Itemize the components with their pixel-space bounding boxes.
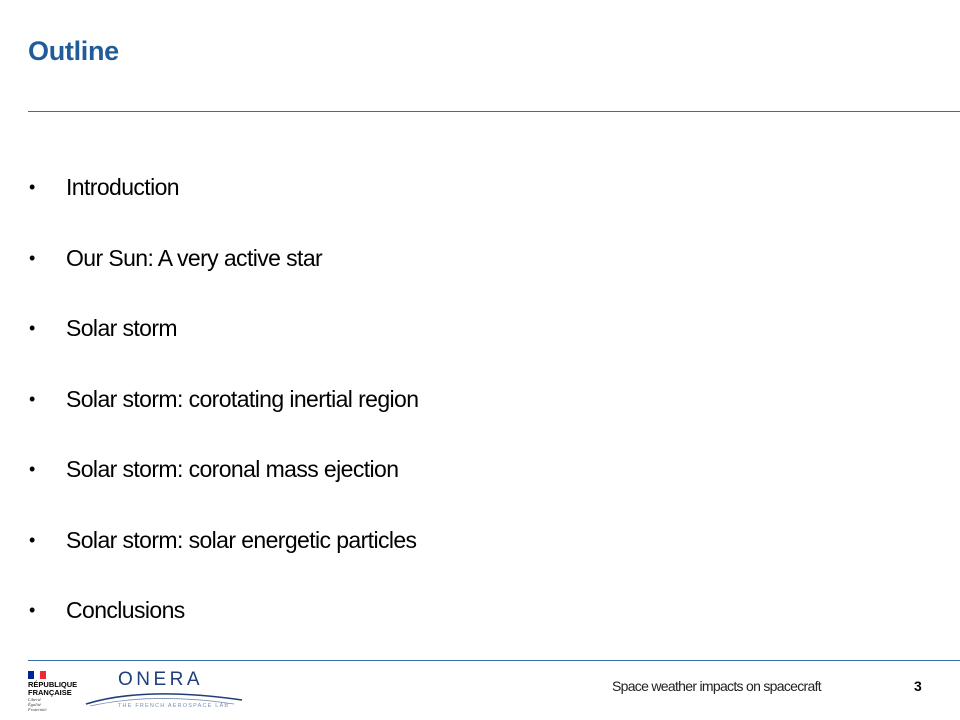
bullet-icon: • [29, 318, 35, 338]
outline-item-label: Solar storm: coronal mass ejection [66, 456, 399, 482]
outline-item-label: Solar storm: corotating inertial region [66, 385, 419, 412]
title-divider [28, 111, 960, 112]
republique-francaise-logo [28, 671, 80, 711]
outline-item [28, 525, 418, 596]
bullet-icon: • [29, 177, 35, 197]
french-flag-icon [28, 671, 46, 679]
bullet-icon: • [29, 247, 35, 268]
republique-line1: RÉPUBLIQUE [28, 680, 78, 689]
outline-item-label: Introduction [66, 174, 179, 200]
motto-egalite: Égalité [28, 702, 41, 707]
onera-name: ONERA [118, 669, 204, 690]
slide-title: Outline [28, 36, 119, 66]
bullet-icon: • [29, 388, 35, 409]
outline-item-label: Our Sun: A very active star [66, 244, 323, 271]
outline-list [28, 172, 418, 666]
footer-presentation-title: Space weather impacts on spacecraft [612, 678, 821, 694]
onera-logo [84, 668, 244, 714]
outline-item [28, 595, 418, 666]
bullet-icon: • [29, 600, 35, 620]
bullet-icon: • [29, 529, 35, 550]
onera-tagline: THE FRENCH AEROSPACE LAB [118, 703, 230, 709]
outline-item [28, 172, 418, 243]
outline-item [28, 243, 418, 314]
page-number: 3 [914, 678, 922, 694]
motto-liberte: Liberté [28, 697, 41, 702]
outline-item-label: Solar storm: solar energetic particles [66, 526, 417, 553]
motto-fraternite: Fraternité [28, 707, 47, 712]
outline-item [28, 454, 418, 525]
outline-item [28, 384, 418, 455]
outline-item-label: Conclusions [66, 597, 185, 623]
footer-divider [28, 660, 960, 661]
bullet-icon: • [29, 459, 35, 479]
republique-line2: FRANÇAISE [28, 688, 72, 697]
outline-item-label: Solar storm [66, 315, 177, 341]
outline-item [28, 313, 418, 384]
